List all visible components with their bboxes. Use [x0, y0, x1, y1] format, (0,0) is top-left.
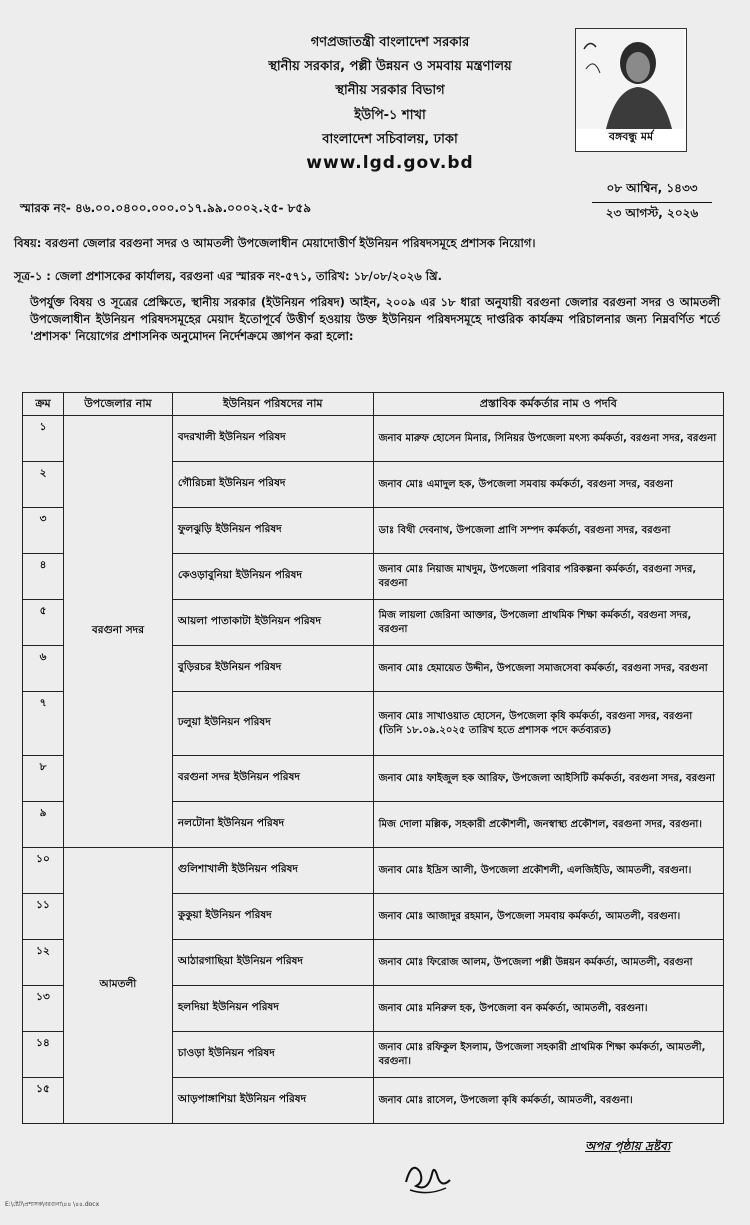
union-cell: গৌরিচন্না ইউনিয়ন পরিষদ	[172, 462, 373, 508]
branch-title: ইউপি-১ শাখা	[354, 108, 426, 123]
union-cell: আড়পাঙ্গাশিয়া ইউনিয়ন পরিষদ	[172, 1078, 373, 1124]
union-cell: হলদিয়া ইউনিয়ন পরিষদ	[172, 986, 373, 1032]
serial-cell: ৭	[23, 692, 64, 756]
serial-cell: ২	[23, 462, 64, 508]
serial-cell: ১	[23, 416, 64, 462]
date-block	[592, 180, 712, 225]
serial-cell: ১৩	[23, 986, 64, 1032]
officer-cell: জনাব মোঃ ইদ্রিস আলী, উপজেলা প্রকৌশলী, এলজিইডি, আমতলী, বরগুনা।	[373, 848, 723, 894]
emblem-caption: বঙ্গবন্ধু মর্ম	[608, 130, 654, 143]
officer-cell: জনাব মোঃ ফিরোজ আলম, উপজেলা পল্লী উন্নয়ন কর্মকর্তা, আমতলী, বরগুনা	[373, 940, 723, 986]
officer-cell: জনাব মোঃ মনিরুল হক, উপজেলা বন কর্মকর্তা, আমতলী, বরগুনা।	[373, 986, 723, 1032]
reference-line	[14, 268, 734, 287]
date-bangla: ০৮ আশ্বিন, ১৪৩৩	[606, 181, 698, 195]
officer-cell: মিজ দোলা মল্লিক, সহকারী প্রকৌশলী, জনস্বাস্থ্য প্রকৌশল, বরগুনা সদর, বরগুনা।	[373, 802, 723, 848]
ministry-title: স্থানীয় সরকার, পল্লী উন্নয়ন ও সমবায় মন্ত্রণালয়	[268, 59, 512, 74]
gov-title: গণপ্রজাতন্ত্রী বাংলাদেশ সরকার	[310, 35, 470, 50]
officer-cell: জনাব মোঃ রফিকুল ইসলাম, উপজেলা সহকারী প্রাথমিক শিক্ষা কর্মকর্তা, আমতলী, বরগুনা।	[373, 1032, 723, 1078]
officer-cell: জনাব মোঃ এমাদুল হক, উপজেলা সমবায় কর্মকর্তা, বরগুনা সদর, বরগুনা	[373, 462, 723, 508]
union-cell: ঢলুয়া ইউনিয়ন পরিষদ	[172, 692, 373, 756]
officer-cell: জনাব মোঃ হেমায়েত উদ্দীন, উপজেলা সমাজসেবা কর্মকর্তা, বরগুনা সদর, বরগুনা	[373, 646, 723, 692]
union-cell: বুড়িরচর ইউনিয়ন পরিষদ	[172, 646, 373, 692]
subject-text: বরগুনা জেলার বরগুনা সদর ও আমতলী উপজেলাধীন মেয়াদোত্তীর্ণ ইউনিয়ন পরিষদসমূহে প্রশাসক নিয়োগ।	[45, 236, 536, 250]
union-cell: ফুলঝুড়ি ইউনিয়ন পরিষদ	[172, 508, 373, 554]
serial-cell: ১৪	[23, 1032, 64, 1078]
table-row	[23, 848, 724, 894]
next-page-note: অপর পৃষ্ঠায় দ্রষ্টব্য	[585, 1139, 671, 1153]
serial-cell: ৯	[23, 802, 64, 848]
serial-cell: ১০	[23, 848, 64, 894]
officer-cell: ডাঃ বিথী দেবনাথ, উপজেলা প্রাণি সম্পদ কর্মকর্তা, বরগুনা সদর, বরগুনা	[373, 508, 723, 554]
col-serial: ক্রম	[23, 393, 64, 416]
union-cell: আঠারগাছিয়া ইউনিয়ন পরিষদ	[172, 940, 373, 986]
serial-cell: ১৫	[23, 1078, 64, 1124]
date-divider	[592, 202, 712, 203]
serial-cell: ৪	[23, 554, 64, 600]
union-cell: বরগুনা সদর ইউনিয়ন পরিষদ	[172, 756, 373, 802]
serial-cell: ৩	[23, 508, 64, 554]
serial-cell: ১২	[23, 940, 64, 986]
secretariat-title: বাংলাদেশ সচিবালয়, ঢাকা	[322, 132, 458, 147]
union-cell: বদরখালী ইউনিয়ন পরিষদ	[172, 416, 373, 462]
serial-cell: ৫	[23, 600, 64, 646]
table-row	[23, 416, 724, 462]
memo-number: স্মারক নং- ৪৬.০০.০৪০০.০০০.০১৭.৯৯.০০০২.২৫- ৮৫৯	[20, 201, 312, 215]
reference-text: জেলা প্রশাসকের কার্যালয়, বরগুনা এর স্মারক নং-৫৭১, তারিখ: ১৮/০৮/২০২৬ খ্রি.	[54, 269, 442, 283]
union-cell: কুকুয়া ইউনিয়ন পরিষদ	[172, 894, 373, 940]
portrait-emblem	[575, 28, 687, 152]
officer-cell: মিজ লায়লা জেরিনা আক্তার, উপজেলা প্রাথমিক শিক্ষা কর্মকর্তা, বরগুনা সদর, বরগুনা	[373, 600, 723, 646]
subject-label: বিষয়:	[14, 236, 42, 250]
union-cell: চাওড়া ইউনিয়ন পরিষদ	[172, 1032, 373, 1078]
upazila-cell: আমতলী	[63, 848, 172, 1124]
date-english: ২৩ আগস্ট, ২০২৬	[605, 206, 699, 220]
officer-cell: জনাব মারুফ হোসেন মিনার, সিনিয়র উপজেলা মৎস্য কর্মকর্তা, বরগুনা সদর, বরগুনা	[373, 416, 723, 462]
officer-cell: জনাব মোঃ নিয়াজ মাখদুম, উপজেলা পরিবার পরিকল্পনা কর্মকর্তা, বরগুনা সদর, বরগুনা	[373, 554, 723, 600]
serial-cell: ৮	[23, 756, 64, 802]
serial-cell: ৬	[23, 646, 64, 692]
union-cell: নলটোনা ইউনিয়ন পরিষদ	[172, 802, 373, 848]
officer-cell: জনাব মোঃ সাখাওয়াত হোসেন, উপজেলা কৃষি কর্মকর্তা, বরগুনা সদর, বরগুনা (তিনি ১৮.০৯.২০২৫ তারিখ হতে প্রশাসক পদে কর্তব্যরত)	[373, 692, 723, 756]
col-officer: প্রস্তাবিক কর্মকর্তার নাম ও পদবি	[373, 393, 723, 416]
serial-cell: ১১	[23, 894, 64, 940]
table-header-row	[23, 393, 724, 416]
officer-cell: জনাব মোঃ আজাদুর রহমান, উপজেলা সমবায় কর্মকর্তা, আমতলী, বরগুনা।	[373, 894, 723, 940]
website: www.lgd.gov.bd	[306, 153, 474, 173]
file-path: E:\ষ্টেট\প্রশাসক\বরগুনা\৪৪ \৪৪.docx	[5, 1201, 100, 1208]
division-title: স্থানীয় সরকার বিভাগ	[335, 83, 445, 98]
reference-label: সূত্র-১ :	[14, 269, 51, 283]
union-cell: গুলিশাখালী ইউনিয়ন পরিষদ	[172, 848, 373, 894]
col-upazila: উপজেলার নাম	[63, 393, 172, 416]
union-cell: কেওড়াবুনিয়া ইউনিয়ন পরিষদ	[172, 554, 373, 600]
union-cell: আয়লা পাতাকাটা ইউনিয়ন পরিষদ	[172, 600, 373, 646]
officer-cell: জনাব মোঃ রাসেল, উপজেলা কৃষি কর্মকর্তা, আমতলী, বরগুনা।	[373, 1078, 723, 1124]
subject-line	[14, 235, 734, 254]
body-paragraph: উপর্যুক্ত বিষয় ও সূত্রের প্রেক্ষিতে, স্থানীয় সরকার (ইউনিয়ন পরিষদ) আইন, ২০০৯ এর ১৮ ধারা অনুযায়ী বরগুনা জেলার বরগুনা সদর ও আমতলী উপজেলাধীন ইউনিয়ন পরিষদসমূহের মেয়াদ ইতোপূর্বে উত্তীর্ণ হওয়ায় উক্ত ইউনিয়ন পরিষদসমূহে দাপ্তরিক কার্যক্রম পরিচালনার জন্য নিম্নবর্ণিত শর্তে 'প্রশাসক' নিয়োগের প্রশাসনিক অনুমোদন নির্দেশক্রমে জ্ঞাপন করা হলো:	[30, 295, 720, 343]
appointment-table	[22, 392, 724, 1124]
portrait-icon	[576, 29, 684, 129]
signature-icon	[398, 1152, 458, 1200]
officer-cell: জনাব মোঃ ফাইজুল হক আরিফ, উপজেলা আইসিটি কর্মকর্তা, বরগুনা সদর, বরগুনা	[373, 756, 723, 802]
upazila-cell: বরগুনা সদর	[63, 416, 172, 848]
col-union: ইউনিয়ন পরিষদের নাম	[172, 393, 373, 416]
